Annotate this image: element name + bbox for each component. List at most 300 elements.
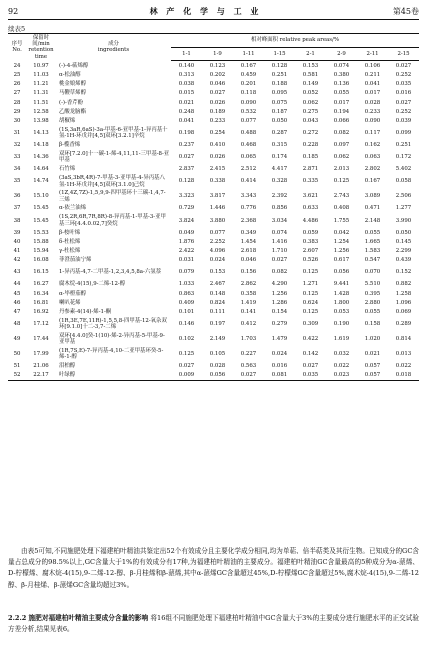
cell-peak-area: 0.289 bbox=[395, 321, 412, 328]
cell-peak-area: 0.272 bbox=[302, 130, 319, 137]
cell-peak-area: 0.198 bbox=[178, 130, 195, 137]
cell-peak-area: 2.512 bbox=[240, 166, 257, 173]
cell-peak-area: 0.101 bbox=[178, 308, 195, 315]
cell-peak-area: 0.053 bbox=[333, 308, 350, 315]
paragraph-section-2-2-2 bbox=[8, 613, 419, 635]
cell-no: 44 bbox=[13, 281, 21, 288]
cell-peak-area: 0.035 bbox=[295, 371, 326, 381]
cell-peak-area: 0.052 bbox=[302, 90, 319, 97]
cell-peak-area: 0.237 bbox=[178, 142, 195, 149]
cell-peak-area: 3.621 bbox=[302, 193, 319, 200]
cell-peak-area: 0.055 bbox=[333, 90, 350, 97]
cell-peak-area: 0.153 bbox=[302, 62, 319, 69]
cell-peak-area: 0.526 bbox=[302, 257, 319, 264]
cell-peak-area: 0.095 bbox=[271, 90, 288, 97]
cell-peak-area: 0.066 bbox=[333, 117, 350, 124]
cell-peak-area: 2.149 bbox=[209, 336, 226, 343]
cell-peak-area: 0.172 bbox=[395, 154, 412, 161]
cell-peak-area: 0.082 bbox=[333, 130, 350, 137]
cell-peak-area: 0.581 bbox=[302, 71, 319, 78]
col-header-sample: 2-1 bbox=[295, 47, 326, 61]
cell-peak-area: 1.033 bbox=[178, 281, 195, 288]
cell-retention-time: 14.18 bbox=[33, 142, 49, 149]
cell-peak-area: 0.156 bbox=[240, 269, 257, 276]
cell-peak-area: 0.074 bbox=[333, 62, 350, 69]
cell-retention-time: 11.51 bbox=[33, 99, 49, 106]
header-rule bbox=[8, 19, 419, 20]
cell-retention-time: 16.34 bbox=[33, 290, 49, 297]
cell-peak-area: 0.074 bbox=[271, 229, 288, 236]
cell-no: 47 bbox=[13, 308, 21, 315]
cell-peak-area: 0.015 bbox=[178, 90, 195, 97]
cell-peak-area: 0.049 bbox=[178, 229, 195, 236]
cell-no: 52 bbox=[8, 371, 26, 381]
cell-peak-area: 0.035 bbox=[395, 81, 412, 88]
cell-retention-time: 15.45 bbox=[33, 217, 49, 224]
table-row bbox=[8, 165, 419, 174]
cell-ingredient: (-)-香芹酚 bbox=[59, 99, 84, 106]
cell-peak-area: 2.607 bbox=[302, 248, 319, 255]
cell-peak-area: 0.190 bbox=[333, 321, 350, 328]
cell-peak-area: 0.136 bbox=[333, 81, 350, 88]
cell-peak-area: 2.148 bbox=[364, 217, 381, 224]
cell-peak-area: 1.416 bbox=[271, 238, 288, 245]
cell-peak-area: 1.271 bbox=[302, 281, 319, 288]
cell-no: 30 bbox=[13, 117, 21, 124]
cell-peak-area: 0.185 bbox=[302, 154, 319, 161]
cell-peak-area: 2.837 bbox=[178, 166, 195, 173]
col-header-sample: 1-15 bbox=[264, 47, 295, 61]
page-header bbox=[8, 4, 419, 18]
cell-peak-area: 0.624 bbox=[302, 299, 319, 306]
composition-table bbox=[8, 33, 419, 381]
cell-peak-area: 0.079 bbox=[178, 269, 195, 276]
cell-retention-time: 22.17 bbox=[26, 371, 56, 381]
cell-peak-area: 0.102 bbox=[178, 336, 195, 343]
cell-peak-area: 0.349 bbox=[240, 229, 257, 236]
cell-retention-time: 12.58 bbox=[33, 108, 49, 115]
cell-ingredient: 菲澄茄油宁烯 bbox=[59, 257, 92, 264]
section-number: 2.2.2 bbox=[8, 614, 27, 622]
col-header-no: 序号 No. bbox=[8, 34, 26, 61]
cell-peak-area: 0.174 bbox=[271, 154, 288, 161]
cell-peak-area: 0.118 bbox=[240, 90, 257, 97]
cell-ingredient: 马鞭草烯醇 bbox=[59, 90, 86, 97]
cell-no: 29 bbox=[13, 108, 21, 115]
table-row bbox=[8, 174, 419, 189]
cell-retention-time: 16.27 bbox=[33, 281, 49, 288]
cell-peak-area: 0.021 bbox=[178, 99, 195, 106]
cell-peak-area: 0.050 bbox=[271, 117, 288, 124]
cell-peak-area: 1.096 bbox=[395, 299, 412, 306]
cell-peak-area: 3.034 bbox=[271, 217, 288, 224]
cell-peak-area: 0.153 bbox=[209, 269, 226, 276]
cell-peak-area: 0.023 bbox=[326, 371, 357, 381]
cell-peak-area: 0.383 bbox=[302, 238, 319, 245]
table-caption: 续表5 bbox=[8, 25, 26, 33]
cell-peak-area: 9.441 bbox=[333, 281, 350, 288]
cell-peak-area: 0.062 bbox=[333, 154, 350, 161]
cell-peak-area: 0.187 bbox=[271, 108, 288, 115]
cell-peak-area: 0.146 bbox=[178, 321, 195, 328]
cell-peak-area: 0.039 bbox=[395, 117, 412, 124]
cell-peak-area: 0.082 bbox=[271, 269, 288, 276]
cell-peak-area: 0.057 bbox=[364, 363, 381, 370]
cell-peak-area: 2.252 bbox=[209, 238, 226, 245]
cell-no: 32 bbox=[13, 142, 21, 149]
col-header-rt: 保留时间/min retention time bbox=[26, 34, 56, 61]
cell-peak-area: 0.328 bbox=[271, 178, 288, 185]
cell-peak-area: 1.020 bbox=[364, 336, 381, 343]
table-row bbox=[8, 80, 419, 89]
cell-peak-area: 2.743 bbox=[333, 193, 350, 200]
cell-peak-area: 0.027 bbox=[271, 257, 288, 264]
cell-peak-area: 1.446 bbox=[209, 205, 226, 212]
cell-peak-area: 0.287 bbox=[271, 130, 288, 137]
cell-peak-area: 0.211 bbox=[364, 71, 381, 78]
cell-peak-area: 0.313 bbox=[178, 71, 195, 78]
cell-ingredient: (1R,7S,E)-7-异丙基-4,10-二亚甲基环癸-5-烯-1-醇 bbox=[59, 347, 164, 361]
cell-peak-area: 3.824 bbox=[178, 217, 195, 224]
cell-peak-area: 0.152 bbox=[395, 269, 412, 276]
table-row bbox=[8, 126, 419, 141]
cell-peak-area: 0.038 bbox=[178, 81, 195, 88]
cell-peak-area: 1.286 bbox=[271, 299, 288, 306]
cell-peak-area: 0.439 bbox=[395, 257, 412, 264]
cell-peak-area: 0.024 bbox=[271, 351, 288, 358]
table-row bbox=[8, 256, 419, 265]
cell-peak-area: 0.227 bbox=[240, 351, 257, 358]
cell-no: 51 bbox=[13, 363, 21, 370]
cell-no: 36 bbox=[13, 193, 21, 200]
cell-peak-area: 0.028 bbox=[209, 363, 226, 370]
col-header-sample: 2-11 bbox=[357, 47, 388, 61]
cell-ingredient: 胡椒烯 bbox=[59, 117, 76, 124]
cell-peak-area: 0.488 bbox=[240, 130, 257, 137]
cell-peak-area: 0.194 bbox=[333, 108, 350, 115]
cell-no: 38 bbox=[13, 217, 21, 224]
cell-peak-area: 0.111 bbox=[209, 308, 226, 315]
cell-retention-time: 15.53 bbox=[33, 229, 49, 236]
cell-no: 27 bbox=[13, 90, 21, 97]
cell-peak-area: 0.046 bbox=[240, 257, 257, 264]
cell-peak-area: 0.050 bbox=[395, 229, 412, 236]
table-row bbox=[8, 332, 419, 347]
cell-retention-time: 14.74 bbox=[33, 178, 49, 185]
cell-peak-area: 0.547 bbox=[364, 257, 381, 264]
cell-peak-area: 0.148 bbox=[209, 290, 226, 297]
cell-no: 35 bbox=[13, 178, 21, 185]
cell-no: 33 bbox=[13, 154, 21, 161]
cell-peak-area: 0.167 bbox=[240, 62, 257, 69]
cell-ingredient: α-松油醇 bbox=[59, 71, 81, 78]
table-row bbox=[8, 280, 419, 289]
cell-ingredient: 双环[4.4.0]癸-1(10)-烯-2-异丙基-5-甲基-9-亚甲基 bbox=[59, 332, 165, 346]
cell-peak-area: 0.141 bbox=[240, 308, 257, 315]
cell-peak-area: 0.422 bbox=[302, 336, 319, 343]
cell-peak-area: 0.058 bbox=[395, 178, 412, 185]
cell-peak-area: 0.410 bbox=[209, 142, 226, 149]
cell-peak-area: 0.563 bbox=[240, 363, 257, 370]
cell-peak-area: 0.017 bbox=[364, 90, 381, 97]
cell-peak-area: 0.252 bbox=[395, 108, 412, 115]
cell-peak-area: 0.055 bbox=[364, 229, 381, 236]
cell-ingredient: (1R,3E,7E,11R)-1,5,5,8-四甲基-12-氧杂双环[9.1.0]十二-3,7-二烯 bbox=[59, 317, 167, 331]
cell-peak-area: 0.031 bbox=[178, 257, 195, 264]
cell-peak-area: 3.990 bbox=[395, 217, 412, 224]
cell-peak-area: 0.275 bbox=[302, 108, 319, 115]
cell-peak-area: 4.290 bbox=[271, 281, 288, 288]
cell-peak-area: 0.027 bbox=[178, 363, 195, 370]
cell-peak-area: 0.251 bbox=[271, 71, 288, 78]
table-row bbox=[8, 298, 419, 307]
cell-peak-area: 0.125 bbox=[333, 178, 350, 185]
cell-peak-area: 0.069 bbox=[395, 308, 412, 315]
col-header-sample: 2-9 bbox=[326, 47, 357, 61]
cell-peak-area: 4.417 bbox=[271, 166, 288, 173]
cell-peak-area: 1.876 bbox=[178, 238, 195, 245]
section-title: 施肥对福建柏叶精油主要成分含量的影响 bbox=[28, 614, 149, 622]
cell-peak-area: 5.402 bbox=[395, 166, 412, 173]
cell-ingredient: 石竹烯 bbox=[59, 166, 76, 173]
cell-ingredient: (-)-4-萜烯醇 bbox=[59, 62, 89, 69]
cell-peak-area: 0.027 bbox=[302, 363, 319, 370]
cell-retention-time: 11.31 bbox=[33, 90, 49, 97]
table-row bbox=[8, 61, 419, 71]
cell-ingredient: δ-杜松烯 bbox=[59, 238, 81, 245]
cell-retention-time: 13.98 bbox=[33, 117, 49, 124]
cell-ingredient: 桃金娘烯醇 bbox=[59, 81, 86, 88]
cell-peak-area: 0.409 bbox=[178, 299, 195, 306]
cell-no: 24 bbox=[13, 62, 21, 69]
cell-peak-area: 0.468 bbox=[240, 142, 257, 149]
cell-peak-area: 1.619 bbox=[333, 336, 350, 343]
cell-no: 37 bbox=[13, 205, 21, 212]
cell-peak-area: 0.106 bbox=[364, 62, 381, 69]
table-row bbox=[8, 289, 419, 298]
cell-peak-area: 2.880 bbox=[364, 299, 381, 306]
cell-retention-time: 10.97 bbox=[33, 62, 49, 69]
cell-ingredient: (1S,3aR,6aS)-3a-甲基-6-亚甲基-1-异丙基十氢-1H-环戊并[4,5]双环[3.2.1]辛烷 bbox=[59, 126, 168, 140]
col-header-ingredients: 成分 ingredients bbox=[56, 34, 171, 61]
cell-peak-area: 0.062 bbox=[302, 99, 319, 106]
cell-peak-area: 2.871 bbox=[302, 166, 319, 173]
table-row bbox=[8, 150, 419, 165]
cell-no: 45 bbox=[13, 290, 21, 297]
cell-peak-area: 1.428 bbox=[333, 290, 350, 297]
cell-retention-time: 14.36 bbox=[33, 154, 49, 161]
cell-peak-area: 0.471 bbox=[364, 205, 381, 212]
cell-peak-area: 0.016 bbox=[395, 90, 412, 97]
cell-peak-area: 0.063 bbox=[364, 154, 381, 161]
cell-peak-area: 0.824 bbox=[209, 299, 226, 306]
cell-ingredient: γ-杜松烯 bbox=[59, 248, 81, 255]
cell-peak-area: 1.703 bbox=[240, 336, 257, 343]
cell-retention-time: 16.92 bbox=[33, 308, 49, 315]
cell-peak-area: 1.755 bbox=[333, 217, 350, 224]
col-header-sample: 2-15 bbox=[388, 47, 419, 61]
cell-no: 31 bbox=[13, 130, 21, 137]
cell-peak-area: 0.228 bbox=[302, 142, 319, 149]
cell-no: 48 bbox=[13, 321, 21, 328]
cell-ingredient: 腐木烷-4(15),9-二烯-12-醇 bbox=[59, 281, 126, 288]
table-row bbox=[8, 265, 419, 280]
cell-peak-area: 0.532 bbox=[240, 108, 257, 115]
cell-peak-area: 0.395 bbox=[364, 290, 381, 297]
cell-retention-time: 17.99 bbox=[33, 351, 49, 358]
cell-no: 39 bbox=[13, 229, 21, 236]
cell-peak-area: 0.154 bbox=[271, 308, 288, 315]
table-row bbox=[8, 347, 419, 362]
cell-peak-area: 0.252 bbox=[395, 71, 412, 78]
col-header-sample: 1-1 bbox=[171, 47, 202, 61]
cell-peak-area: 1.665 bbox=[364, 238, 381, 245]
cell-peak-area: 0.315 bbox=[271, 142, 288, 149]
cell-peak-area: 0.056 bbox=[202, 371, 233, 381]
cell-retention-time: 15.94 bbox=[33, 248, 49, 255]
cell-peak-area: 1.258 bbox=[395, 290, 412, 297]
cell-peak-area: 1.419 bbox=[240, 299, 257, 306]
cell-peak-area: 0.856 bbox=[271, 205, 288, 212]
cell-peak-area: 5.510 bbox=[364, 281, 381, 288]
cell-peak-area: 0.027 bbox=[209, 90, 226, 97]
cell-peak-area: 0.414 bbox=[240, 178, 257, 185]
cell-peak-area: 0.863 bbox=[178, 290, 195, 297]
cell-retention-time: 17.44 bbox=[33, 336, 49, 343]
cell-peak-area: 2.368 bbox=[240, 217, 257, 224]
cell-peak-area: 1.479 bbox=[271, 336, 288, 343]
cell-peak-area: 0.882 bbox=[395, 281, 412, 288]
cell-peak-area: 0.412 bbox=[240, 321, 257, 328]
cell-peak-area: 0.041 bbox=[364, 81, 381, 88]
cell-peak-area: 0.070 bbox=[364, 269, 381, 276]
cell-peak-area: 2.802 bbox=[364, 166, 381, 173]
cell-peak-area: 0.022 bbox=[333, 363, 350, 370]
cell-retention-time: 14.64 bbox=[33, 166, 49, 173]
cell-peak-area: 0.125 bbox=[302, 269, 319, 276]
cell-peak-area: 0.125 bbox=[178, 351, 195, 358]
cell-peak-area: 0.142 bbox=[302, 351, 319, 358]
table-row bbox=[8, 141, 419, 150]
cell-ingredient: (1S,2R,6R,7R,8R)-8-异丙基-1-甲基-3-亚甲基三环[4.4.0.02,7]癸烷 bbox=[59, 214, 166, 227]
cell-peak-area: 3.089 bbox=[364, 193, 381, 200]
cell-peak-area: 0.248 bbox=[178, 108, 195, 115]
cell-peak-area: 2.467 bbox=[209, 281, 226, 288]
cell-peak-area: 0.162 bbox=[364, 142, 381, 149]
cell-no: 25 bbox=[13, 71, 21, 78]
cell-retention-time: 14.13 bbox=[33, 130, 49, 137]
cell-peak-area: 2.415 bbox=[209, 166, 226, 173]
cell-peak-area: 0.309 bbox=[302, 321, 319, 328]
cell-peak-area: 0.090 bbox=[240, 99, 257, 106]
table-row bbox=[8, 371, 419, 381]
cell-no: 42 bbox=[13, 257, 21, 264]
cell-ingredient: (1Z,4Z,7Z)-1,5,9,9-四甲基环十三碳-1,4,7-三烯 bbox=[59, 190, 166, 203]
cell-ingredient: (3aS,3bR,4R)-7-甲基-3-亚甲基-4-异丙基八氢-1H-环戊并[4,5]双环[3.1.0]己烷 bbox=[59, 175, 165, 188]
cell-peak-area: 1.454 bbox=[240, 238, 257, 245]
cell-peak-area: 0.075 bbox=[271, 99, 288, 106]
section-text: 将16组不同施肥处理下福建柏叶精油中GC含量大于3%的主要成分进行施肥水平的正交试验方差分析,结果见表6。 bbox=[8, 614, 419, 634]
cell-peak-area: 2.299 bbox=[395, 248, 412, 255]
cell-retention-time: 16.81 bbox=[33, 299, 49, 306]
cell-peak-area: 0.043 bbox=[302, 117, 319, 124]
cell-peak-area: 0.013 bbox=[395, 351, 412, 358]
cell-peak-area: 0.028 bbox=[364, 99, 381, 106]
table-row bbox=[8, 116, 419, 125]
table-row bbox=[8, 89, 419, 98]
cell-no: 49 bbox=[13, 336, 21, 343]
cell-peak-area: 0.027 bbox=[395, 99, 412, 106]
table-row bbox=[8, 71, 419, 80]
cell-retention-time: 17.12 bbox=[33, 321, 49, 328]
cell-retention-time: 21.06 bbox=[33, 363, 49, 370]
cell-peak-area: 0.335 bbox=[302, 178, 319, 185]
table-row bbox=[8, 189, 419, 204]
cell-peak-area: 2.392 bbox=[271, 193, 288, 200]
cell-ingredient: β-桉叶烯 bbox=[59, 229, 81, 236]
cell-peak-area: 0.233 bbox=[209, 117, 226, 124]
cell-peak-area: 0.358 bbox=[240, 290, 257, 297]
cell-peak-area: 2.618 bbox=[240, 248, 257, 255]
cell-no: 41 bbox=[13, 248, 21, 255]
cell-peak-area: 0.009 bbox=[171, 371, 202, 381]
cell-ingredient: 1-异丙基-4,7-二甲基-1,2,3,4,5,8a-六氢萘 bbox=[59, 269, 161, 276]
cell-no: 43 bbox=[13, 269, 21, 276]
cell-no: 28 bbox=[13, 99, 21, 106]
cell-ingredient: 泪柏醇 bbox=[59, 363, 76, 370]
cell-peak-area: 0.459 bbox=[240, 71, 257, 78]
cell-peak-area: 0.057 bbox=[357, 371, 388, 381]
cell-peak-area: 0.027 bbox=[233, 371, 264, 381]
cell-peak-area: 0.125 bbox=[302, 308, 319, 315]
cell-ingredient: 丹参素-4(14)-烯-1-酮 bbox=[59, 308, 112, 315]
cell-peak-area: 1.256 bbox=[333, 248, 350, 255]
cell-no: 26 bbox=[13, 81, 21, 88]
cell-peak-area: 0.097 bbox=[333, 142, 350, 149]
cell-retention-time: 15.88 bbox=[33, 238, 49, 245]
cell-peak-area: 0.016 bbox=[271, 363, 288, 370]
cell-retention-time: 16.08 bbox=[33, 257, 49, 264]
cell-peak-area: 1.277 bbox=[395, 205, 412, 212]
cell-retention-time: 11.21 bbox=[33, 81, 49, 88]
cell-peak-area: 0.197 bbox=[209, 321, 226, 328]
cell-peak-area: 3.323 bbox=[178, 193, 195, 200]
cell-peak-area: 0.380 bbox=[333, 71, 350, 78]
cell-peak-area: 0.189 bbox=[209, 108, 226, 115]
cell-peak-area: 1.583 bbox=[364, 248, 381, 255]
table-row bbox=[8, 98, 419, 107]
cell-peak-area: 2.422 bbox=[178, 248, 195, 255]
table-row bbox=[8, 247, 419, 256]
col-header-peak-area: 相对峰面积 relative peak areas/% bbox=[171, 34, 419, 48]
cell-peak-area: 0.055 bbox=[364, 308, 381, 315]
cell-retention-time: 11.03 bbox=[33, 71, 49, 78]
cell-peak-area: 0.158 bbox=[364, 321, 381, 328]
table-row bbox=[8, 213, 419, 228]
cell-ingredient: β-榄香烯 bbox=[59, 142, 81, 149]
cell-peak-area: 0.021 bbox=[364, 351, 381, 358]
cell-peak-area: 0.814 bbox=[395, 336, 412, 343]
cell-peak-area: 0.233 bbox=[364, 108, 381, 115]
cell-peak-area: 0.202 bbox=[209, 71, 226, 78]
cell-peak-area: 0.201 bbox=[240, 81, 257, 88]
table-row bbox=[8, 317, 419, 332]
cell-peak-area: 0.059 bbox=[302, 229, 319, 236]
cell-ingredient: 乙酸龙脑酯 bbox=[59, 108, 86, 115]
cell-peak-area: 2.862 bbox=[240, 281, 257, 288]
table-row bbox=[8, 308, 419, 317]
cell-ingredient: 双环[7.2.0]十一碳-1-烯-4,11,11-三甲基-8-亚甲基 bbox=[59, 151, 170, 164]
